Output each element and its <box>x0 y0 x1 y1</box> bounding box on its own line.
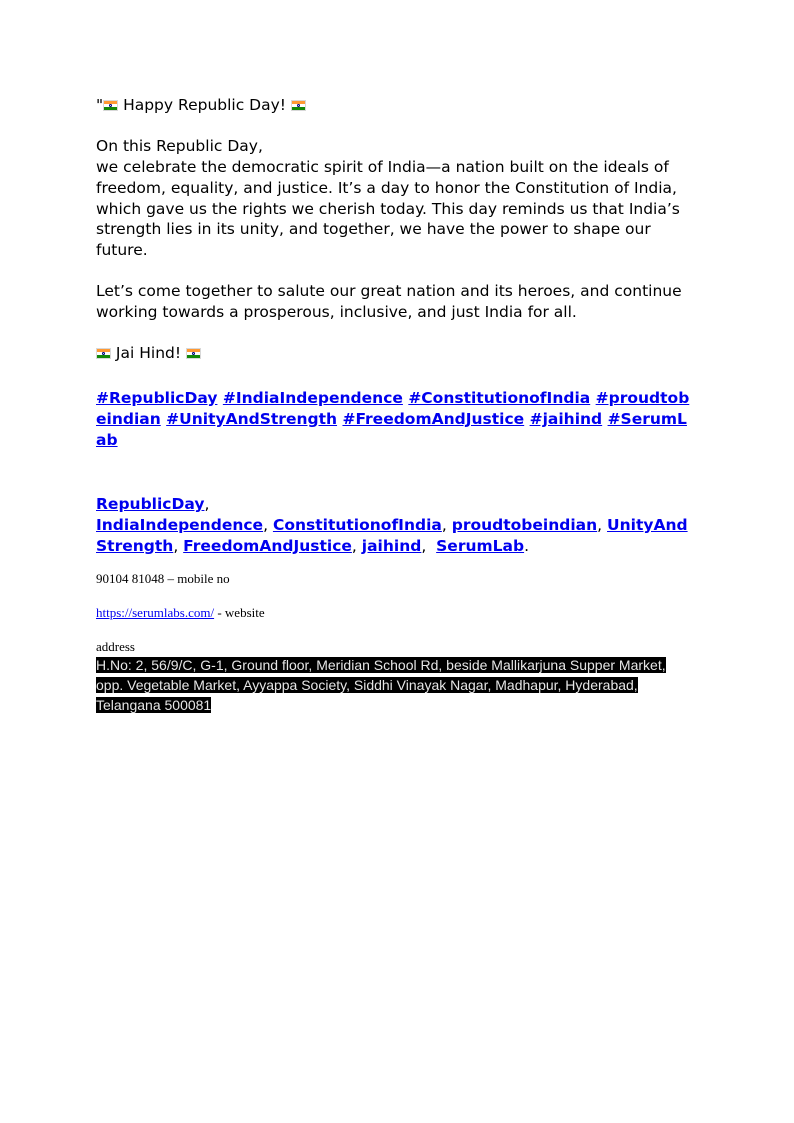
keyword-link[interactable]: IndiaIndependence <box>96 515 264 534</box>
hashtag-link[interactable]: #IndiaIndependence <box>222 389 403 408</box>
keyword-link[interactable]: proudtobeindian <box>451 515 598 534</box>
greeting-line <box>96 95 696 116</box>
greeting-quote: " <box>96 96 104 114</box>
document-page <box>96 95 696 715</box>
mobile-line <box>96 570 696 587</box>
india-flag-icon <box>96 348 111 359</box>
keyword-link-list: RepublicDay, IndiaIndependence, ConstitutionofIndia, proudtobeindian, UnityAndStrength, FreedomAndJustice, jaihind, SerumLab. <box>96 495 688 555</box>
keyword-link[interactable]: jaihind <box>361 536 422 555</box>
paragraph-celebrate: we celebrate the democratic spirit of India—a nation built on the ideals of freedom, equality, and justice. It’s a day to honor the Constitution of India, which gave us the rights we cherish today. This day reminds us that India’s strength lies in its unity, and together, we have the power to shape our future. <box>96 158 680 259</box>
website-line <box>96 604 696 621</box>
website-label: - website <box>214 605 265 621</box>
hashtag-link[interactable]: #UnityAndStrength <box>166 409 338 428</box>
keyword-link[interactable]: RepublicDay <box>96 495 205 514</box>
keyword-link[interactable]: UnityAndStrength <box>96 515 688 555</box>
jai-hind-text: Jai Hind! <box>111 344 186 363</box>
address-text <box>96 655 696 715</box>
hashtag-link[interactable]: #proudtobeindian <box>96 389 690 428</box>
hashtag-link[interactable]: #ConstitutionofIndia <box>408 389 591 408</box>
paragraph-salute: Let’s come together to salute our great nation and its heroes, and continue working towards a prosperous, inclusive, and just India for all. <box>96 282 682 321</box>
hashtag-link[interactable]: #FreedomAndJustice <box>342 409 525 428</box>
hashtag-link[interactable]: #jaihind <box>529 409 603 428</box>
address-highlight: H.No: 2, 56/9/C, G-1, Ground floor, Meridian School Rd, beside Mallikarjuna Supper Market, opp. Vegetable Market, Ayyappa Society, Siddhi Vinayak Nagar, Madhapur, Hyderabad, Telangana 500081 <box>96 657 666 714</box>
website-link[interactable]: https://serumlabs.com/ <box>96 605 215 621</box>
address-label: address <box>96 639 135 655</box>
hashtag-link[interactable]: #SerumLab <box>96 409 687 449</box>
india-flag-icon <box>291 100 306 111</box>
mobile-number: 90104 81048 <box>96 571 165 587</box>
keyword-link[interactable]: SerumLab <box>436 536 525 555</box>
india-flag-icon <box>186 348 201 359</box>
jai-hind-line <box>96 343 696 364</box>
intro-line: On this Republic Day, <box>96 137 263 156</box>
hashtag-link[interactable]: #RepublicDay <box>96 389 218 408</box>
india-flag-icon <box>103 100 118 111</box>
greeting-text: Happy Republic Day! <box>118 96 291 114</box>
hashtag-list <box>96 388 696 450</box>
mobile-label: – mobile no <box>164 571 230 587</box>
keyword-link[interactable]: FreedomAndJustice <box>183 536 352 555</box>
keyword-link[interactable]: ConstitutionofIndia <box>272 515 442 534</box>
